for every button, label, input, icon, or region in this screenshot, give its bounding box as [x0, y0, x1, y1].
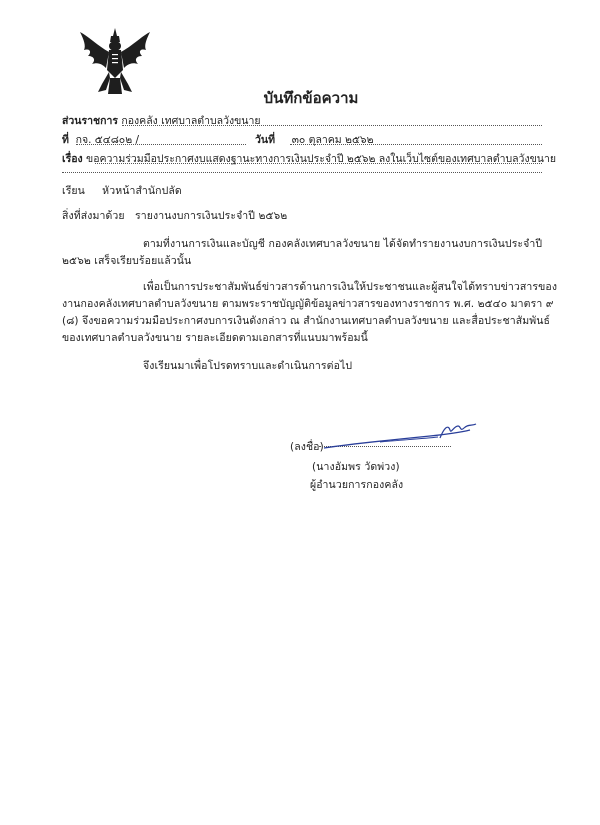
reference-dotted-line — [76, 144, 246, 145]
enclosure-row — [62, 207, 287, 224]
enclosure-label: สิ่งที่ส่งมาด้วย — [62, 210, 125, 222]
addressee-row — [62, 182, 182, 199]
signer-name: (นางอัมพร วัดพ่วง) — [312, 461, 400, 473]
paragraph-2-line-4: ของเทศบาลตำบลวังขนาย รายละเอียดตามเอกสารที่แนบมาพร้อมนี้ — [62, 332, 368, 344]
subject-label: เรื่อง — [62, 153, 83, 165]
enclosure-value: รายงานงบการเงินประจำปี ๒๕๖๒ — [135, 210, 288, 222]
handwritten-signature — [320, 420, 485, 456]
subject-value: ขอความร่วมมือประกาศงบแสดงฐานะทางการเงินประจำปี ๒๕๖๒ ลงในเว็บไซต์ของเทศบาลตำบลวังขนาย — [86, 153, 556, 165]
subject-dotted-line — [95, 163, 542, 164]
signer-position: ผู้อำนวยการกองคลัง — [310, 479, 404, 491]
paragraph-1-line-2: ๒๕๖๒ เสร็จเรียบร้อยแล้วนั้น — [62, 255, 192, 267]
paragraph-2-line-3: (๘) จึงขอความร่วมมือประกาศงบการเงินดังกล่าว ณ สำนักงานเทศบาลตำบลวังขนาย และสื่อประชาสัมพันธ์ — [62, 315, 551, 327]
subject-row — [62, 150, 556, 167]
addressee-label: เรียน — [62, 185, 85, 197]
sign-label: (ลงชื่อ) — [290, 441, 324, 453]
agency-label: ส่วนราชการ — [62, 115, 119, 127]
closing-line: จึงเรียนมาเพื่อโปรดทราบและดำเนินการต่อไป — [143, 360, 353, 372]
paragraph-1-line-1: ตามที่งานการเงินและบัญชี กองคลังเทศบาลวังขนาย ได้จัดทำรายงานงบการเงินประจำปี — [143, 238, 543, 250]
memo-title: บันทึกข้อความ — [263, 89, 359, 107]
paragraph-2-line-2: งานกองคลังเทศบาลตำบลวังขนาย ตามพระราชบัญญัติข้อมูลข่าวสารของทางราชการ พ.ศ. ๒๕๔๐ มาตรา ๙ — [62, 298, 554, 310]
date-label: วันที่ — [255, 134, 275, 146]
header-separator — [62, 172, 542, 173]
date-value: ๓๐ ตุลาคม ๒๕๖๒ — [291, 134, 374, 146]
reference-value: กจ. ๕๔๘๐๒ / — [75, 134, 139, 146]
date-dotted-line — [290, 144, 542, 145]
reference-row — [62, 131, 139, 148]
date-row — [255, 131, 374, 148]
agency-row — [62, 112, 261, 129]
agency-dotted-line — [122, 125, 542, 126]
agency-value: กองคลัง เทศบาลตำบลวังขนาย — [121, 115, 261, 127]
paragraph-2-line-1: เพื่อเป็นการประชาสัมพันธ์ข่าวสารด้านการเงินให้ประชาชนและผู้สนใจได้ทราบข่าวสารของ — [143, 281, 558, 293]
reference-label: ที่ — [62, 134, 69, 146]
addressee-value: หัวหน้าสำนักปลัด — [102, 185, 182, 197]
